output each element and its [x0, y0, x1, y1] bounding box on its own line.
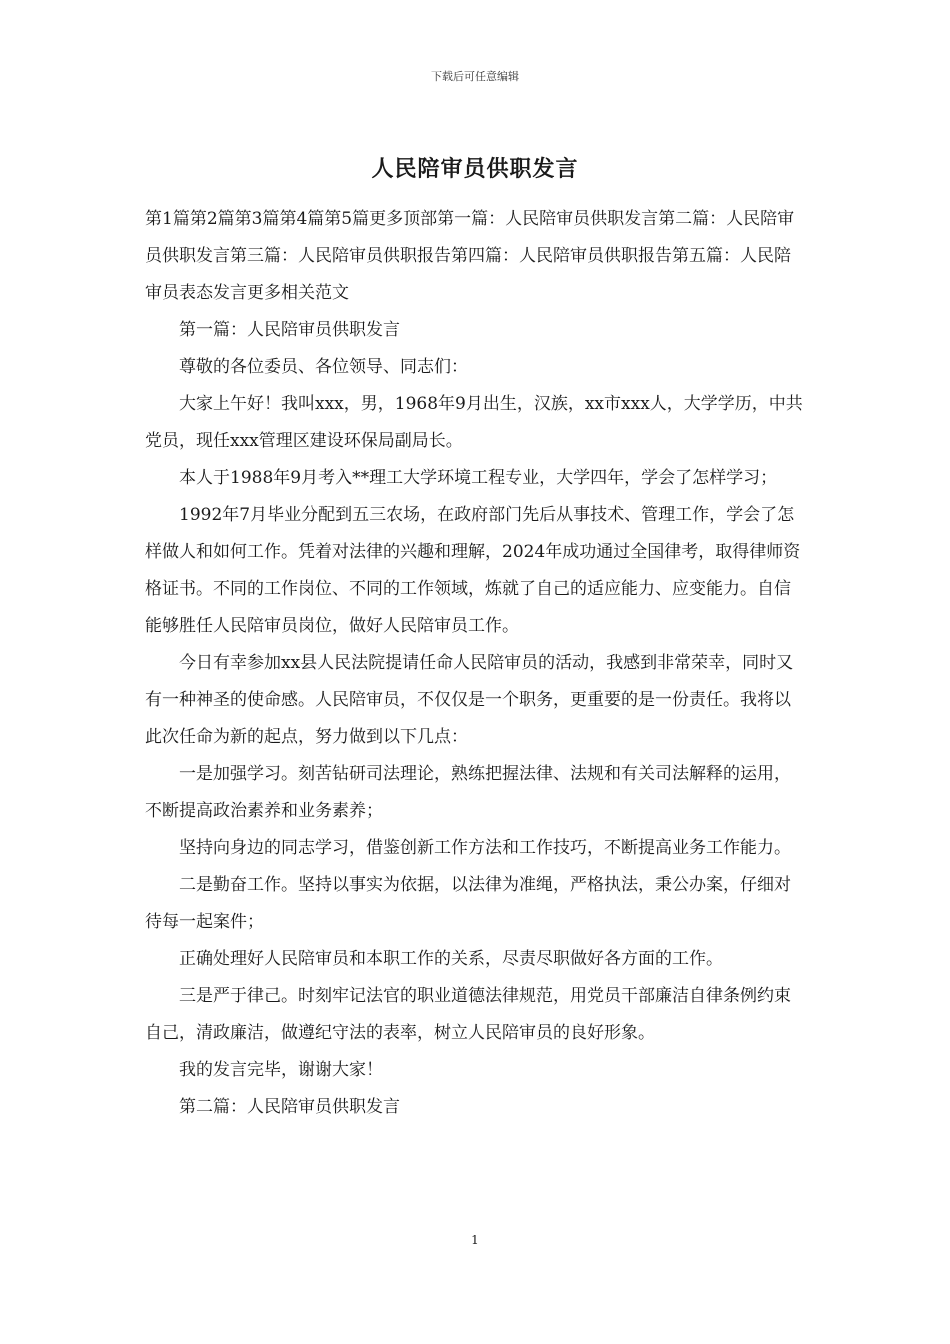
body-paragraph: 本人于1988年9月考入**理工大学环境工程专业，大学四年，学会了怎样学习；: [179, 468, 778, 488]
body-paragraph: 正确处理好人民陪审员和本职工作的关系，尽责尽职做好各方面的工作。: [179, 949, 723, 969]
body-paragraph: 坚持向身边的同志学习，借鉴创新工作方法和工作技巧，不断提高业务工作能力。: [179, 838, 791, 858]
header-note: 下载后可任意编辑: [431, 70, 519, 83]
page-number: 1: [471, 1233, 479, 1247]
document-title: 人民陪审员供职发言: [371, 156, 579, 182]
document-body: [145, 201, 807, 1126]
salutation: 尊敬的各位委员、各位领导、同志们：: [179, 357, 468, 377]
body-paragraph: 三是严于律己。时刻牢记法官的职业道德法律规范，用党员干部廉洁自律条例约束自己，清政廉洁，做遵纪守法的表率，树立人民陪审员的良好形象。: [145, 986, 791, 1043]
body-paragraph: 1992年7月毕业分配到五三农场，在政府部门先后从事技术、管理工作，学会了怎样做人和如何工作。凭着对法律的兴趣和理解，2024年成功通过全国律考，取得律师资格证书。不同的工作岗位、不同的工作领域，炼就了自己的适应能力、应变能力。自信能够胜任人民陪审员岗位，做好人民陪审员工作。: [145, 505, 801, 636]
body-paragraph: 今日有幸参加xx县人民法院提请任命人民陪审员的活动，我感到非常荣幸，同时又有一种神圣的使命感。人民陪审员，不仅仅是一个职务，更重要的是一份责任。我将以此次任命为新的起点，努力做到以下几点：: [145, 653, 794, 747]
table-of-contents: 第1篇第2篇第3篇第4篇第5篇更多顶部第一篇：人民陪审员供职发言第二篇：人民陪审员供职发言第三篇：人民陪审员供职报告第四篇：人民陪审员供职报告第五篇：人民陪审员表态发言更多相关范文: [145, 209, 795, 303]
section-heading: 第一篇：人民陪审员供职发言: [179, 320, 400, 340]
body-paragraph: 一是加强学习。刻苦钻研司法理论，熟练把握法律、法规和有关司法解释的运用，不断提高政治素养和业务素养；: [145, 764, 791, 821]
section-heading: 第二篇：人民陪审员供职发言: [179, 1097, 400, 1117]
closing-line: 我的发言完毕，谢谢大家！: [179, 1060, 383, 1080]
body-paragraph: 二是勤奋工作。坚持以事实为依据，以法律为准绳，严格执法，秉公办案，仔细对待每一起案件；: [145, 875, 791, 932]
body-paragraph: 大家上午好！我叫xxx，男，1968年9月出生，汉族，xx市xxx人，大学学历，中共党员，现任xxx管理区建设环保局副局长。: [145, 394, 803, 451]
